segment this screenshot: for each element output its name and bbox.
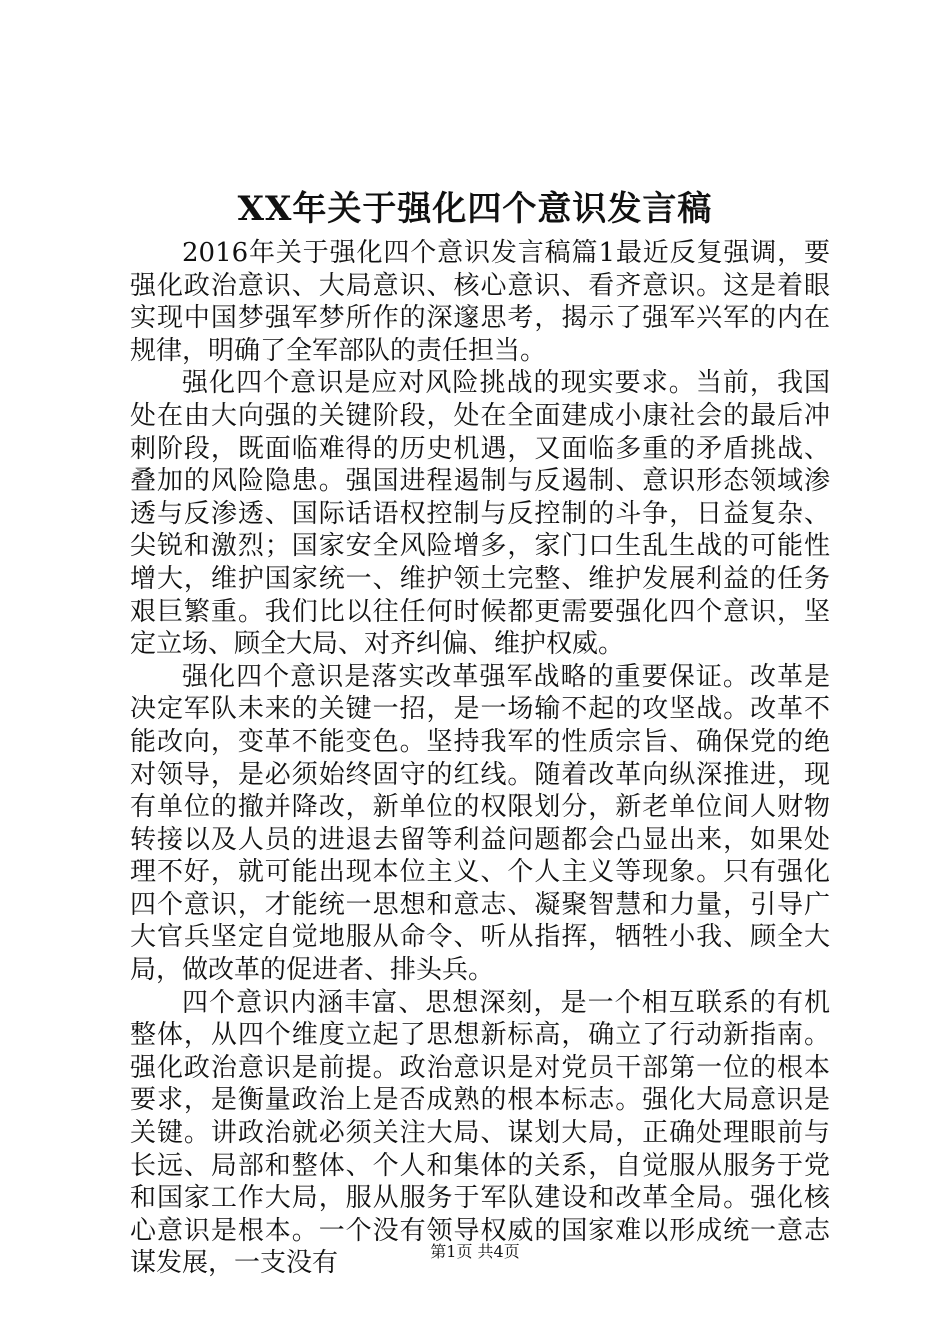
paragraph: 强化四个意识是落实改革强军战略的重要保证。改革是决定军队未来的关键一招，是一场输不起的攻坚战。改革不能改向，变革不能变色。坚持我军的性质宗旨、确保党的绝对领导，是必须始终固守的红线。随着改革向纵深推进，现有单位的撤并降改，新单位的权限划分，新老单位间人财物转接以及人员的进退去留等利益问题都会凸显出来，如果处理不好，就可能出现本位主义、个人主义等现象。只有强化四个意识，才能统一思想和意志、凝聚智慧和力量，引导广大官兵坚定自觉地服从命令、听从指挥，牺牲小我、顾全大局，做改革的促进者、排头兵。 xyxy=(130,661,830,986)
document-body xyxy=(130,237,830,1280)
paragraph: 四个意识内涵丰富、思想深刻，是一个相互联系的有机整体，从四个维度立起了思想新标高，确立了行动新指南。强化政治意识是前提。政治意识是对党员干部第一位的根本要求，是衡量政治上是否成熟的根本标志。强化大局意识是关键。讲政治就必须关注大局、谋划大局，正确处理眼前与长远、局部和整体、个人和集体的关系，自觉服从服务于党和国家工作大局，服从服务于军队建设和改革全局。强化核心意识是根本。一个没有领导权威的国家难以形成统一意志谋发展，一支没有 xyxy=(130,987,830,1279)
paragraph: 强化四个意识是应对风险挑战的现实要求。当前，我国处在由大向强的关键阶段，处在全面建成小康社会的最后冲刺阶段，既面临难得的历史机遇，又面临多重的矛盾挑战、叠加的风险隐患。强国进程遏制与反遏制、意识形态领域渗透与反渗透、国际话语权控制与反控制的斗争，日益复杂、尖锐和激烈；国家安全风险增多，家门口生乱生战的可能性增大，维护国家统一、维护领土完整、维护发展利益的任务艰巨繁重。我们比以往任何时候都更需要强化四个意识，坚定立场、顾全大局、对齐纠偏、维护权威。 xyxy=(130,368,830,660)
document-title: XX年关于强化四个意识发言稿 xyxy=(237,189,713,229)
page-footer: 第1页 共4页 xyxy=(430,1242,520,1261)
paragraph: 2016年关于强化四个意识发言稿篇1最近反复强调，要强化政治意识、大局意识、核心意识、看齐意识。这是着眼实现中国梦强军梦所作的深邃思考，揭示了强军兴军的内在规律，明确了全军部队的责任担当。 xyxy=(130,238,830,366)
